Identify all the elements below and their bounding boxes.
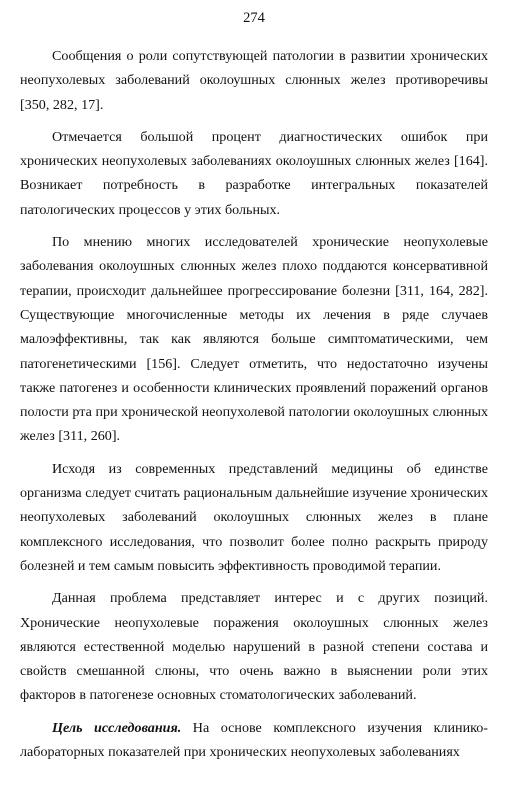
paragraph [20,716,488,765]
paragraph: По мнению многих исследователей хронические неопухолевые заболевания околоушных слюнных желез плохо поддаются консервативной терапии, происходит дальнейшее прогрессирование болезни [311, 164, 282]. Существующие многочисленные методы их лечения в ряде случаев малоэффективны, так как являются больше симптоматическими, чем патогенетическими [156]. Следует отметить, что недостаточно изучены также патогенез и особенности клинических проявлений поражений органов полости рта при хронической неопухолевой патологии околоушных слюнных желез [311, 260]. [20,234,488,445]
paragraph: Отмечается большой процент диагностических ошибок при хронических неопухолевых заболеваниях околоушных слюнных желез [164]. Возникает потребность в разработке интегральных показателей патологических процессов у этих больных. [20,128,488,218]
paragraph-text: На основе комплексного изучения клинико-лабораторных показателей при хронических неопухолевых заболеваниях [20,719,488,761]
research-goal-heading: Цель исследования. [52,719,182,736]
paragraph: Данная проблема представляет интерес и с других позиций. Хронические неопухолевые поражения околоушных слюнных желез являются естественной моделью нарушений в разной степени состава и свойств смешанной слюны, что очень важно в выяснении роли этих факторов в патогенезе основных стоматологических заболеваний. [20,590,488,704]
paragraph: Сообщения о роли сопутствующей патологии в развитии хронических неопухолевых заболеваний околоушных слюнных желез противоречивы [350, 282, 17]. [20,48,488,113]
body-text [20,44,488,772]
paragraph: Исходя из современных представлений медицины об единстве организма следует считать рациональным дальнейшие изучение хронических неопухолевых заболеваний околоушных слюнных желез в плане комплексного исследования, что позволит более полно раскрыть природу болезней и тем самым повысить эффективность проводимой терапии. [20,460,488,574]
page-number: 274 [243,10,265,26]
